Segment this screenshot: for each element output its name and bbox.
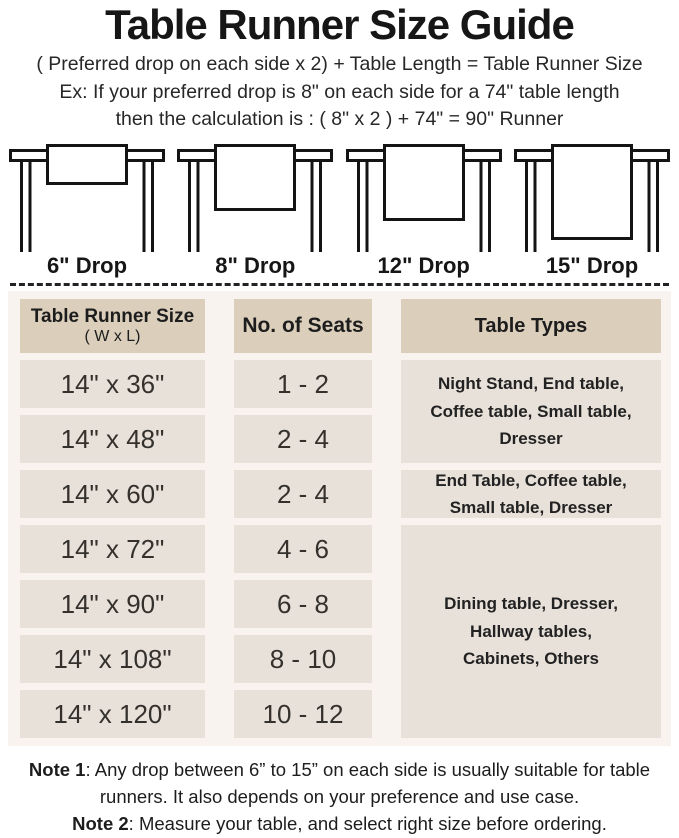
seats-cell: 6 - 8 (234, 580, 372, 628)
note-2-text: : Measure your table, and select right size before ordering. (128, 812, 607, 834)
size-cell: 14" x 72" (20, 525, 205, 573)
table-runner-drawing-icon (6, 142, 168, 252)
illustration-6-drop (6, 142, 168, 279)
note-1-text: : Any drop between 6” to 15” on each side is usually suitable for table runners. It also depends on your preference and use case. (85, 759, 651, 808)
illustration-12-drop (343, 142, 505, 279)
drop-illustrations-row (0, 132, 679, 279)
column-header-table-types: Table Types (401, 299, 661, 353)
note-1 (2, 757, 677, 811)
size-cell: 14" x 90" (20, 580, 205, 628)
size-cell: 14" x 48" (20, 415, 205, 463)
column-header-runner-size-sub: ( W x L) (84, 328, 141, 346)
column-header-runner-size (20, 299, 205, 353)
illustration-15-drop (511, 142, 673, 279)
illustration-8-drop (174, 142, 336, 279)
seats-cell: 1 - 2 (234, 360, 372, 408)
size-cell: 14" x 60" (20, 470, 205, 518)
drop-label: 8" Drop (215, 253, 296, 279)
dashed-divider (10, 283, 669, 286)
drop-label: 15" Drop (545, 253, 639, 279)
drop-label: 12" Drop (377, 253, 470, 279)
table-runner-drawing-icon (343, 142, 505, 252)
size-cell: 14" x 36" (20, 360, 205, 408)
seats-cell: 8 - 10 (234, 635, 372, 683)
table-runner-drawing-icon (511, 142, 673, 252)
table-types-cell: End Table, Coffee table, Small table, Dresser (401, 470, 661, 518)
seats-cell: 10 - 12 (234, 690, 372, 738)
note-2-label: Note 2 (72, 812, 129, 834)
seats-cell: 4 - 6 (234, 525, 372, 573)
seats-cell: 2 - 4 (234, 470, 372, 518)
size-cell: 14" x 120" (20, 690, 205, 738)
example-line-2: then the calculation is : ( 8" x 2 ) + 74" = 90" Runner (115, 107, 564, 130)
note-1-label: Note 1 (28, 759, 86, 781)
table-types-cell: Night Stand, End table, Coffee table, Small table, Dresser (401, 360, 661, 463)
note-2 (2, 811, 677, 838)
size-guide-table (20, 299, 671, 738)
size-guide-panel (8, 291, 671, 746)
seats-cell: 2 - 4 (234, 415, 372, 463)
table-types-cell: Dining table, Dresser, Hallway tables, Cabinets, Others (401, 525, 661, 738)
example-line-1: Ex: If your preferred drop is 8" on each side for a 74" table length (59, 80, 620, 103)
size-cell: 14" x 108" (20, 635, 205, 683)
drop-label: 6" Drop (46, 253, 128, 279)
column-header-runner-size-title: Table Runner Size (30, 306, 195, 328)
page-title: Table Runner Size Guide (105, 1, 574, 48)
formula-text: ( Preferred drop on each side x 2) + Table Length = Table Runner Size (36, 53, 643, 76)
column-header-seats: No. of Seats (234, 299, 372, 353)
table-runner-drawing-icon (174, 142, 336, 252)
